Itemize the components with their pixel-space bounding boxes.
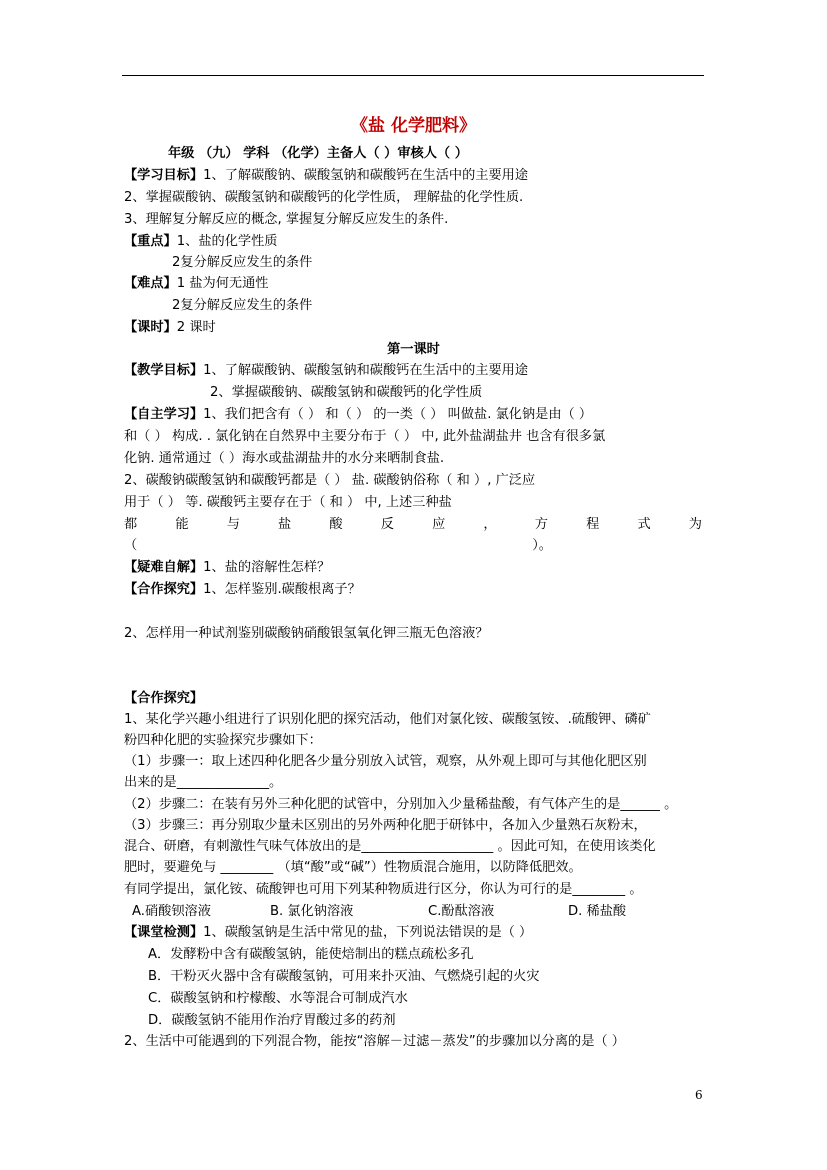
self-char: 反 [380, 517, 394, 532]
difficulty-text-1: 1 盐为何无通性 [176, 276, 269, 291]
self-line-6 [124, 515, 702, 535]
self-line-1 [124, 405, 592, 425]
check-q2: 2、生活中可能遇到的下列混合物，能按“溶解－过滤－蒸发”的步骤加以分离的是（ ） [124, 1034, 625, 1049]
coop2-line-6: （3）步骤三：再分别取少量未区别出的另外两种化肥于研钵中，各加入少量熟石灰粉末， [124, 818, 647, 833]
doubt-label: 【疑难自解】 [124, 560, 204, 575]
self-line-7 [124, 536, 552, 556]
self-line-2: 和（ ） 构成. . 氯化钠在自然界中主要分布于（ ） 中, 此外盐湖盐井 也含有很多氯 [124, 429, 606, 444]
objectives-line-3: 3、理解复分解反应的概念, 掌握复分解反应发生的条件. [124, 212, 449, 227]
coop2-line-8: 肥时，要避免与 ________ （填“酸”或“碱”）性物质混合施用，以防降低肥效。 [124, 860, 582, 875]
period-line [124, 318, 216, 338]
coop2-line-7: 混合、研磨，有刺激性气味气体放出的是____________________ 。因此可知，在使用该类化 [124, 839, 656, 854]
self-paren-close: ）。 [532, 538, 552, 553]
coop1-label: 【合作探究】 [124, 582, 204, 597]
coop2-option-c: C.酚酞溶液 [428, 904, 495, 919]
header-rule [122, 75, 704, 76]
check-option-c: C．碳酸氢钠和柠檬酸、水等混合可制成汽水 [148, 991, 408, 1006]
self-char: 盐 [278, 517, 292, 532]
self-char: 式 [637, 517, 651, 532]
objectives-label: 【学习目标】 [124, 168, 204, 183]
check-option-b: B．干粉灭火器中含有碳酸氢钠，可用来扑灭油、气燃烧引起的火灾 [148, 969, 540, 984]
self-char: 都 [124, 517, 138, 532]
key-text-1: 1、盐的化学性质 [176, 234, 278, 249]
self-char: 方 [534, 517, 548, 532]
period-value: 2 课时 [176, 320, 216, 335]
self-char: 应 [432, 517, 446, 532]
difficulty-label: 【难点】 [124, 276, 177, 291]
self-label: 【自主学习】 [124, 407, 204, 422]
coop2-line-5: （2）步骤二：在装有另外三种化肥的试管中，分别加入少量稀盐酸，有气体产生的是______ 。 [124, 797, 678, 812]
teach-label: 【教学目标】 [124, 363, 204, 378]
coop2-line-2: 粉四种化肥的实验探究步骤如下： [124, 733, 322, 748]
page-title: 《盐 化学肥料》 [351, 116, 476, 136]
doubt-text: 1、盐的溶解性怎样？ [203, 560, 331, 575]
objectives-line-1 [124, 166, 528, 186]
difficulty-line-1 [124, 274, 268, 294]
coop2-line-4: 出来的是______________。 [124, 775, 283, 790]
self-char: 程 [586, 517, 600, 532]
key-line-1 [124, 232, 277, 252]
objectives-text-1: 1、了解碳酸钠、碳酸氢钠和碳酸钙在生活中的主要用途 [203, 168, 529, 183]
period-label: 【课时】 [124, 320, 177, 335]
check-line-1 [124, 923, 532, 943]
self-char: 酸 [329, 517, 343, 532]
self-char: 为 [688, 517, 702, 532]
check-label: 【课堂检测】 [124, 925, 204, 940]
coop2-option-a: A.硝酸钡溶液 [132, 904, 211, 919]
teach-line-2: 2、掌握碳酸钠、碳酸氢钠和碳酸钙的化学性质 [210, 385, 483, 400]
coop2-option-b: B. 氯化钠溶液 [270, 904, 354, 919]
lesson-title: 第一课时 [387, 342, 440, 357]
self-paren-open: （ [124, 538, 138, 553]
self-char: 与 [226, 517, 240, 532]
self-line-4: 2、碳酸钠碳酸氢钠和碳酸钙都是（ ） 盐. 碳酸钠俗称（ 和 ）, 广泛应 [124, 473, 536, 488]
check-option-d: D．碳酸氢钠不能用作治疗胃酸过多的药剂 [148, 1013, 396, 1028]
page-number: 6 [695, 1088, 703, 1102]
self-char: 能 [175, 517, 189, 532]
info-line: 年级 （九） 学科 （化学）主备人（ ）审核人（ ） [168, 146, 468, 161]
key-label: 【重点】 [124, 234, 177, 249]
self-char: ， [483, 517, 497, 532]
self-line-3: 化钠. 通常通过（ ）海水或盐湖盐井的水分来晒制食盐. [124, 451, 445, 466]
coop2-line-9: 有同学提出，氯化铵、硫酸钾也可用下列某种物质进行区分，你认为可行的是________ 。 [124, 882, 643, 897]
check-q1: 1、碳酸氢钠是生活中常见的盐，下列说法错误的是（ ） [203, 925, 533, 940]
self-text-1: 1、我们把含有（ ） 和（ ） 的一类（ ） 叫做盐. 氯化钠是由（ ） [203, 407, 593, 422]
coop2-option-d: D. 稀盐酸 [568, 904, 627, 919]
coop2-line-3: （1）步骤一：取上述四种化肥各少量分别放入试管，观察，从外观上即可与其他化肥区别 [124, 754, 647, 769]
objectives-line-2: 2、掌握碳酸钠、碳酸氢钠和碳酸钙的化学性质， 理解盐的化学性质. [124, 190, 524, 205]
check-option-a: A．发酵粉中含有碳酸氢钠，能使焙制出的糕点疏松多孔 [148, 947, 474, 962]
teach-line-1 [124, 361, 528, 381]
coop2-label: 【合作探究】 [124, 691, 204, 706]
self-line-5: 用于（ ） 等. 碳酸钙主要存在于（ 和 ） 中, 上述三种盐 [124, 495, 452, 510]
coop1-line-1 [124, 580, 361, 600]
coop2-line-1: 1、某化学兴趣小组进行了识别化肥的探究活动，他们对氯化铵、碳酸氢铵、.硫酸钾、磷矿 [124, 712, 651, 727]
coop1-q2: 2、怎样用一种试剂鉴别碳酸钠硝酸银氢氧化钾三瓶无色溶液？ [124, 626, 489, 641]
difficulty-line-2: 2复分解反应发生的条件 [172, 298, 313, 313]
teach-text-1: 1、了解碳酸钠、碳酸氢钠和碳酸钙在生活中的主要用途 [203, 363, 529, 378]
coop1-q1: 1、怎样鉴别.碳酸根离子？ [203, 582, 361, 597]
doubt-line [124, 558, 330, 578]
key-line-2: 2复分解反应发生的条件 [172, 255, 313, 270]
